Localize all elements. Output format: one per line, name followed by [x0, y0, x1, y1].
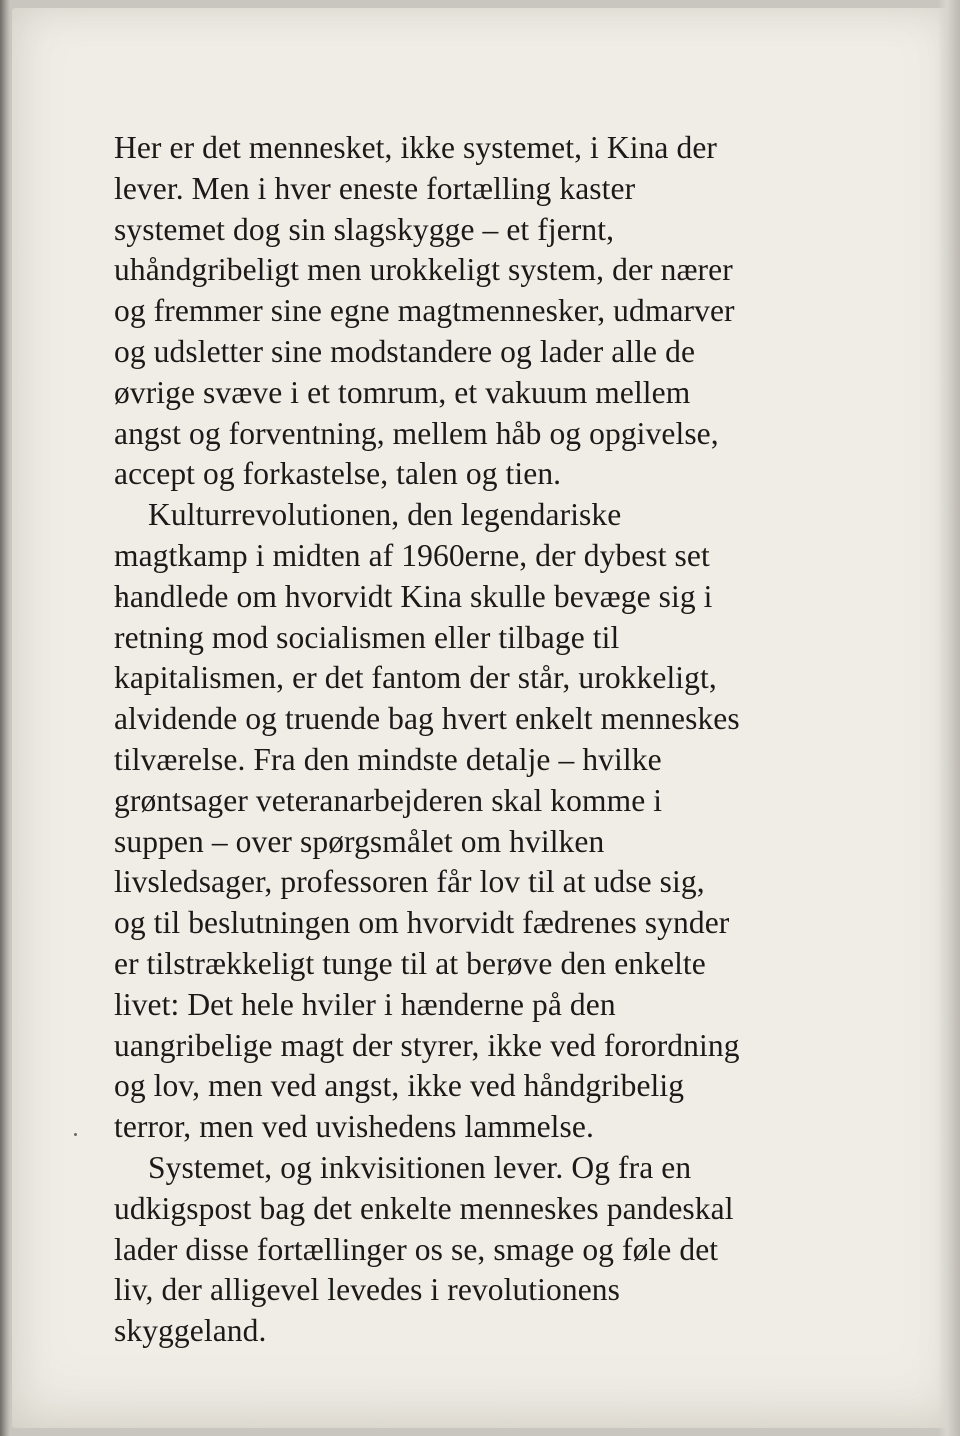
page-edge — [938, 0, 960, 1436]
text-line: og lov, men ved angst, ikke ved håndgribelig — [114, 1068, 685, 1104]
text-line: Kulturrevolutionen, den legendariske — [148, 497, 622, 533]
text-line: suppen – over spørgsmålet om hvilken — [114, 823, 605, 859]
text-line: øvrige svæve i et tomrum, et vakuum mellem — [114, 374, 691, 410]
text-line: magtkamp i midten af 1960erne, der dybest set — [114, 537, 710, 573]
paper-speck — [74, 1133, 77, 1136]
text-line: uangribelige magt der styrer, ikke ved forordning — [114, 1027, 740, 1063]
text-line: Systemet, og inkvisitionen lever. Og fra en — [148, 1149, 692, 1185]
text-line: accept og forkastelse, talen og tien. — [114, 456, 562, 492]
text-line: lever. Men i hver eneste fortælling kaster — [114, 170, 636, 206]
text-line: skyggeland. — [114, 1313, 267, 1349]
text-line: angst og forventning, mellem håb og opgivelse, — [114, 415, 719, 451]
text-line: grøntsager veteranarbejderen skal komme i — [114, 782, 663, 818]
text-line: er tilstrækkeligt tunge til at berøve den enkelte — [114, 945, 706, 981]
text-line: livsledsager, professoren får lov til at udse sig, — [114, 864, 705, 900]
text-line: og udsletter sine modstandere og lader alle de — [114, 333, 696, 369]
text-line: livet: Det hele hviler i hænderne på den — [114, 986, 616, 1022]
text-line: handlede om hvorvidt Kina skulle bevæge sig i — [114, 578, 713, 614]
text-line: terror, men ved uvishedens lammelse. — [114, 1109, 594, 1145]
text-line: tilværelse. Fra den mindste detalje – hvilke — [114, 741, 662, 777]
blurb-text — [114, 128, 904, 1352]
text-line: og til beslutningen om hvorvidt fædrenes synder — [114, 905, 730, 941]
text-line: systemet dog sin slagskygge – et fjernt, — [114, 211, 615, 247]
paragraph-3 — [114, 1148, 904, 1352]
text-line: retning mod socialismen eller tilbage til — [114, 619, 620, 655]
text-line: alvidende og truende bag hvert enkelt menneskes — [114, 701, 740, 737]
text-line: liv, der alligevel levedes i revolutionens — [114, 1272, 621, 1308]
text-line: udkigspost bag det enkelte menneskes pandeskal — [114, 1190, 734, 1226]
text-line: lader disse fortællinger os se, smage og føle det — [114, 1231, 719, 1267]
text-line: og fremmer sine egne magtmennesker, udmarver — [114, 293, 735, 329]
paragraph-2 — [114, 495, 904, 1148]
text-line: uhåndgribeligt men urokkeligt system, der nærer — [114, 252, 733, 288]
paragraph-1 — [114, 128, 904, 495]
text-line: Her er det mennesket, ikke systemet, i Kina der — [114, 130, 717, 165]
text-line: kapitalismen, er det fantom der står, urokkeligt, — [114, 660, 717, 696]
